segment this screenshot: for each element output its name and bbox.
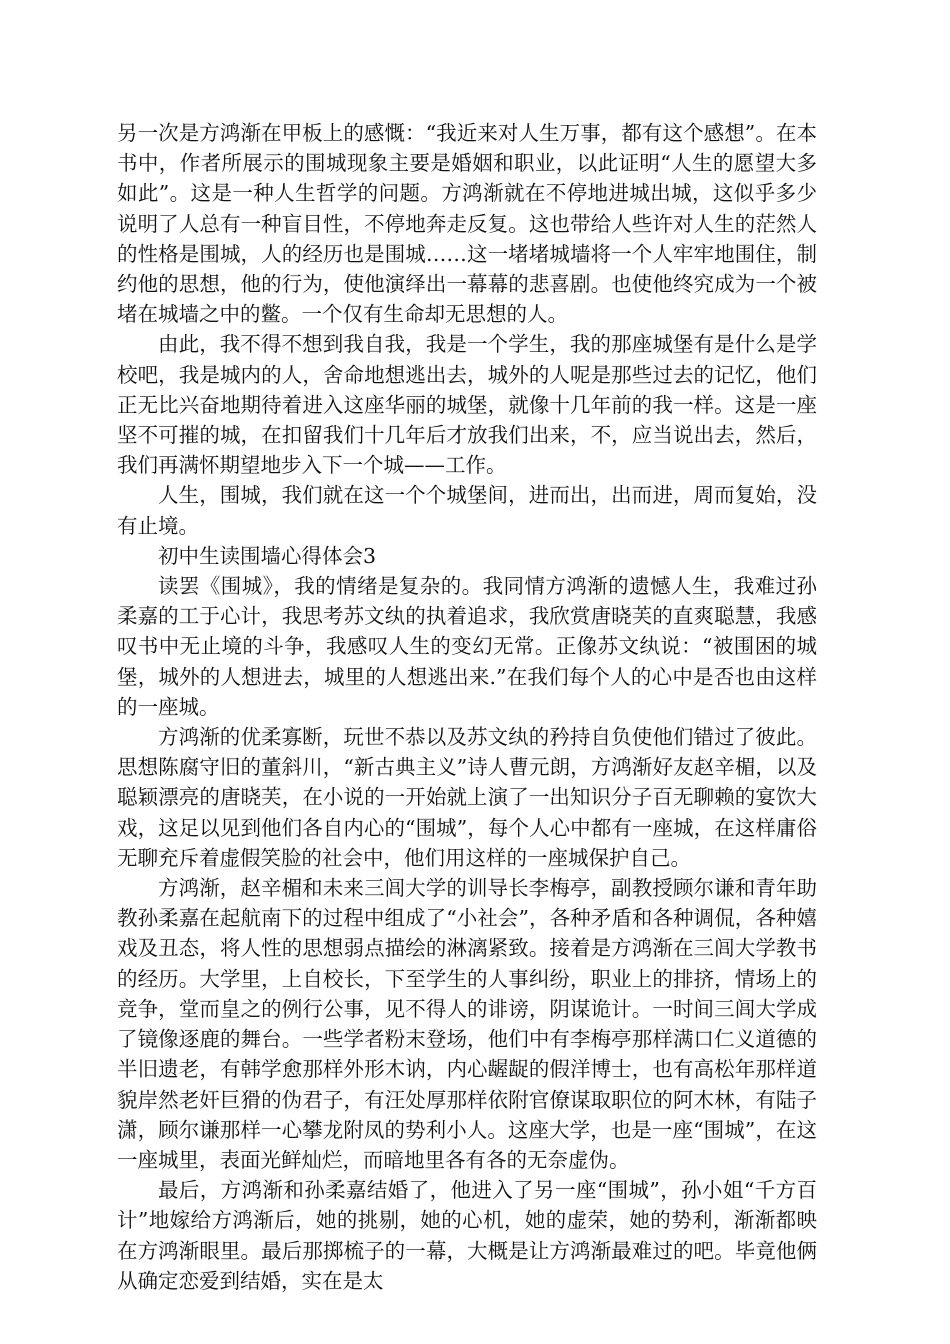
paragraph-5: 方鸿渐的优柔寡断，玩世不恭以及苏文纨的矜持自负使他们错过了彼此。思想陈腐守旧的董斜川，“新古典主义”诗人曹元朗，方鸿渐好友赵辛楣，以及聪颖漂亮的唐晓芙，在小说的一开始就上演了一出知识分子百无聊赖的宴饮大戏，这足以见到他们各自内心的“围城”，每个人心中都有一座城，在这样庸俗无聊充斥着虚假笑脸的社会中，他们用这样的一座城保护自己。 — [117, 725, 817, 870]
paragraph-1: 另一次是方鸿渐在甲板上的感慨：“我近来对人生万事，都有这个感想”。在本书中，作者所展示的围城现象主要是婚姻和职业，以此证明“人生的愿望大多如此”。这是一种人生哲学的问题。方鸿渐就在不停地进城出城，这似乎多少说明了人总有一种盲目性，不停地奔走反复。这也带给人些许对人生的茫然人的性格是围城，人的经历也是围城……这一堵堵城墙将一个人牢牢地围住，制约他的思想，他的行为，使他演绎出一幕幕的悲喜剧。也使他终究成为一个被堵在城墙之中的鳖。一个仅有生命却无思想的人。 — [117, 121, 817, 327]
document-body — [117, 118, 817, 1296]
paragraph-4: 读罢《围城》，我的情绪是复杂的。我同情方鸿渐的遗憾人生，我难过孙柔嘉的工于心计，我思考苏文纨的执着追求，我欣赏唐晓芙的直爽聪慧，我感叹书中无止境的斗争，我感叹人生的变幻无常。正像苏文纨说：“被围困的城堡，城外的人想进去，城里的人想逃出来.”在我们每个人的心中是否也由这样的一座城。 — [117, 574, 817, 719]
paragraph-6: 方鸿渐，赵辛楣和未来三闾大学的训导长李梅亭，副教授顾尔谦和青年助教孙柔嘉在起航南下的过程中组成了“小社会”，各种矛盾和各种调侃，各种嬉戏及丑态，将人性的思想弱点描绘的淋漓紧致。接着是方鸿渐在三闾大学教书的经历。大学里，上自校长，下至学生的人事纠纷，职业上的排挤，情场上的竞争，堂而皇之的例行公事，见不得人的诽谤，阴谋诡计。一时间三闾大学成了镜像逐鹿的舞台。一些学者粉末登场，他们中有李梅亭那样满口仁义道德的半旧遗老，有韩学愈那样外形木讷，内心龌龊的假洋博士，也有高松年那样道貌岸然老奸巨猾的伪君子，有汪处厚那样依附官僚谋取职位的阿木林，有陆子潇，顾尔谦那样一心攀龙附凤的势利小人。这座大学，也是一座“围城”，在这一座城里，表面光鲜灿烂，而暗地里各有各的无奈虚伪。 — [117, 876, 817, 1172]
paragraph-3: 人生，围城，我们就在这一个个城堡间，进而出，出而进，周而复始，没有止境。 — [117, 483, 817, 538]
paragraph-7: 最后，方鸿渐和孙柔嘉结婚了，他进入了另一座“围城”，孙小姐“千方百计”地嫁给方鸿渐后，她的挑剔，她的心机，她的虚荣，她的势利，渐渐都映在方鸿渐眼里。最后那掷梳子的一幕，大概是让方鸿渐最难过的吧。毕竟他俩从确定恋爱到结婚，实在是太 — [117, 1178, 817, 1293]
section-heading: 初中生读围墙心得体会3 — [158, 543, 377, 568]
paragraph-2: 由此，我不得不想到我自我，我是一个学生，我的那座城堡有是什么是学校吧，我是城内的人，舍命地想逃出去，城外的人呢是那些过去的记忆，他们正无比兴奋地期待着进入这座华丽的城堡，就像十几年前的我一样。这是一座坚不可摧的城，在扣留我们十几年后才放我们出来，不，应当说出去，然后，我们再满怀期望地步入下一个城——工作。 — [117, 332, 817, 478]
